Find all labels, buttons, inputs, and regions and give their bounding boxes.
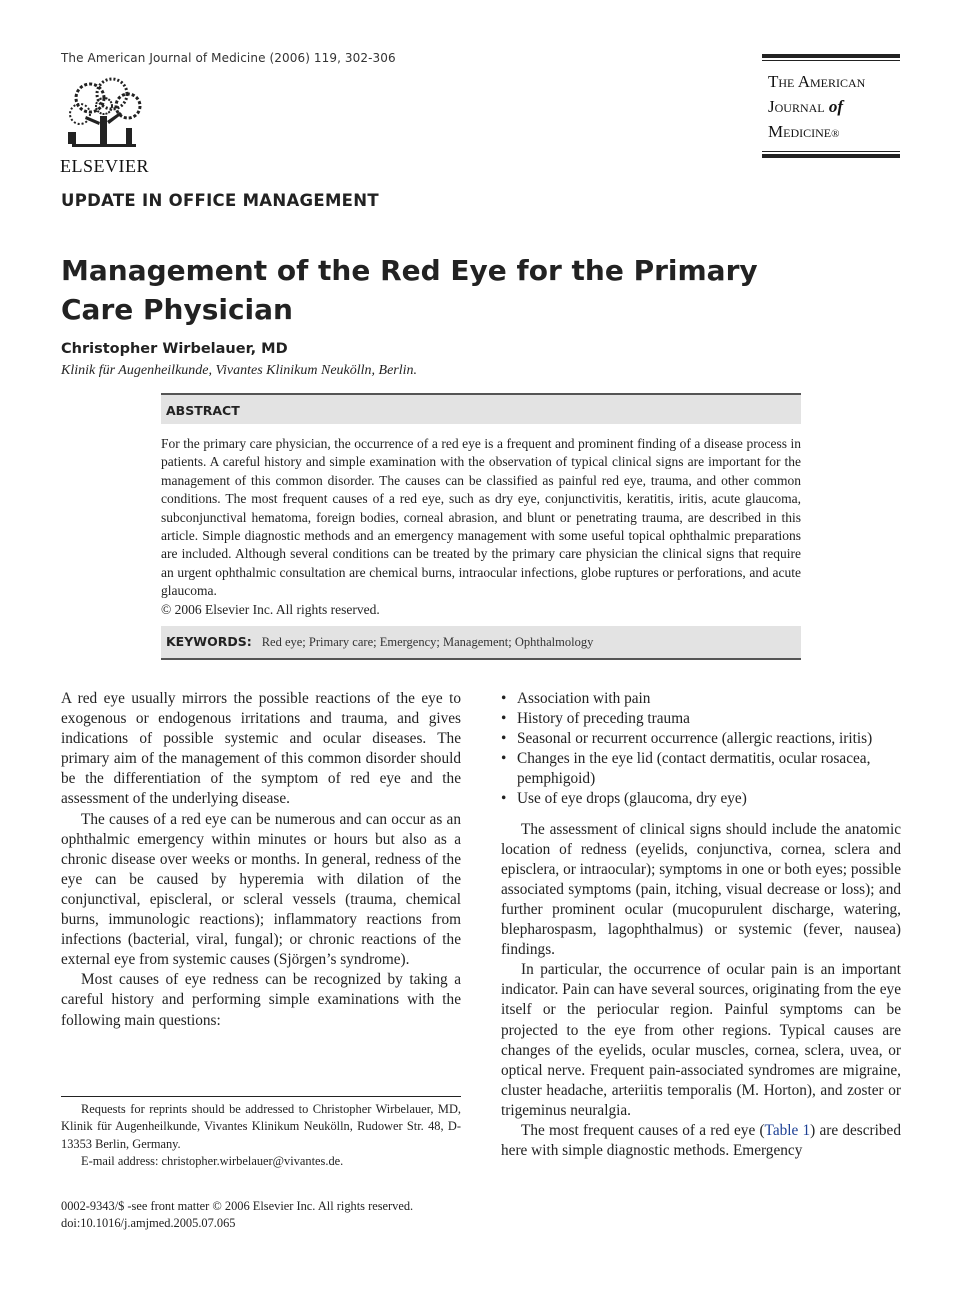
list-item <box>501 709 901 729</box>
abstract-body <box>161 435 801 601</box>
journal-name-line2-a: Journal <box>768 97 829 116</box>
abstract-copyright: © 2006 Elsevier Inc. All rights reserved. <box>161 601 380 617</box>
footnote-email: E-mail address: christopher.wirbelauer@vivantes.de. <box>81 1154 344 1169</box>
list-item-text: Seasonal or recurrent occurrence (allergic reactions, iritis) <box>517 730 873 748</box>
journal-name-line2 <box>768 94 900 119</box>
abstract-box <box>161 393 801 660</box>
body-right-column <box>501 689 901 1161</box>
keywords-box <box>161 626 801 660</box>
registered-mark: ® <box>831 128 840 140</box>
journal-name <box>762 61 900 149</box>
list-item <box>501 789 901 809</box>
journal-name-line2-b: of <box>828 97 844 116</box>
elsevier-tree-icon <box>60 76 152 154</box>
journal-name-line1: The American <box>768 72 866 91</box>
front-matter-info <box>61 1198 413 1233</box>
question-list <box>501 689 901 810</box>
text-segment: The most frequent causes of a red eye ( <box>521 1121 765 1139</box>
journal-citation: The American Journal of Medicine (2006) 119, 302-306 <box>61 51 396 65</box>
body-paragraph: The assessment of clinical signs should include the anatomic location of redness (eyelids, conjunctiva, cornea, sclera and episclera, or intraocular); symptoms in one or both eyes; possible associated symptoms (pain, itching, visual decrease or loss); and further prominent ocular (mucopurulent discharge, watering, blepharospasm, lagophthalmus) or systemic (fever, nausea) findings. <box>501 820 901 959</box>
footnote-reprints: Requests for reprints should be addressed to Christopher Wirbelauer, MD, Klinik für Augenheilkunde, Vivantes Klinikum Neukölln, Rudower Str. 48, D-13353 Berlin, Germany. <box>61 1102 461 1151</box>
masthead-top-rule <box>762 54 900 58</box>
abstract-text: For the primary care physician, the occurrence of a red eye is a frequent and prominent finding of a disease process in patients. A careful history and simple examination with the observation of typical clinical signs are important for the management of this common disorder. The causes can be classified as painful red eye, trauma, and other common conditions. The most frequent causes of a red eye, such as dry eye, conjunctivitis, keratitis, iritis, acute glaucoma, subconjunctival hematoma, foreign bodies, corneal abrasion, and blunt or penetrating trauma, are described in this article. Simple diagnostic methods and an emergency management with some useful topical ophthalmic preparations are included. Although several conditions can be treated by the primary care physician the clinical signs that require an urgent ophthalmic consultation are chemical burns, intraocular infections, globe ruptures or perforations, and acute glaucoma. <box>161 436 801 599</box>
abstract-heading: ABSTRACT <box>161 393 801 424</box>
table-1-link[interactable]: Table 1 <box>764 1121 811 1139</box>
article-title: Management of the Red Eye for the Primary Care Physician <box>61 254 758 326</box>
journal-masthead <box>762 54 900 158</box>
text-segment: ) are described here with simple diagnostic methods. Emergency <box>501 1121 901 1160</box>
bullet-icon: • <box>501 710 507 728</box>
right-paragraphs <box>501 820 901 1162</box>
list-item-text: Association with pain <box>517 690 651 707</box>
author-name: Christopher Wirbelauer, MD <box>61 341 288 357</box>
list-item-text: Changes in the eye lid (contact dermatitis, ocular rosacea, pemphigoid) <box>517 750 871 788</box>
list-item-text: History of preceding trauma <box>517 710 690 728</box>
footnote <box>61 1101 461 1171</box>
journal-name-line3: Medicine <box>768 122 832 141</box>
elsevier-wordmark: ELSEVIER <box>60 156 149 176</box>
list-item <box>501 749 901 789</box>
body-paragraph-last <box>501 1121 901 1161</box>
elsevier-logo <box>60 76 152 177</box>
body-left-column <box>61 689 461 1031</box>
masthead-bottom-thin-rule <box>762 151 900 152</box>
bullet-icon: • <box>501 790 507 808</box>
list-item <box>501 689 901 709</box>
body-paragraph: Most causes of eye redness can be recognized by taking a careful history and performing simple examinations with the following main questions: <box>61 971 461 1029</box>
bullet-icon: • <box>501 750 507 768</box>
bullet-icon: • <box>501 730 507 748</box>
section-label: UPDATE IN OFFICE MANAGEMENT <box>61 191 379 210</box>
list-item <box>501 729 901 749</box>
body-paragraph: In particular, the occurrence of ocular pain is an important indicator. Pain can have several sources, originating from the eye itself or the periocular region. Painful symptoms can be projected to the eye from other regions. Typical causes are changes of the eyelids, ocular muscles, cornea, sclera, uvea, or optical nerve. Frequent pain-associated syndromes are migraine, cluster headache, arteriitis temporalis (M. Horton), and zoster or trigeminus neuralgia. <box>501 961 901 1119</box>
journal-name-line3-wrap <box>768 119 900 147</box>
list-item-text: Use of eye drops (glaucoma, dry eye) <box>517 790 747 808</box>
masthead-bottom-rule <box>762 154 900 158</box>
body-paragraph: The causes of a red eye can be numerous and can occur as an ophthalmic emergency within minutes or hours but also as a chronic disease over weeks or months. In general, redness of the eye can be caused by hyperemia with dilation of the conjunctival, episcleral, or scleral vessels (trauma, chemical burns, immunologic reactions); inflammatory reactions from infections (bacterial, viral, fungal); or chronic reactions of the external eye from systemic causes (Sjörgen’s syndrome). <box>61 810 461 969</box>
issn-line: 0002-9343/$ -see front matter © 2006 Elsevier Inc. All rights reserved. <box>61 1199 414 1213</box>
doi-line[interactable]: doi:10.1016/j.amjmed.2005.07.065 <box>61 1216 236 1231</box>
keywords-label: KEYWORDS: <box>166 634 252 650</box>
footnote-rule <box>61 1096 461 1097</box>
body-paragraph: A red eye usually mirrors the possible reactions of the eye to exogenous or endogenous irritations and trauma, and gives indications of possible systemic and ocular diseases. The primary aim of the management of this common disorder should be the differentiation of the symptom of red eye and the assessment of the underlying disease. <box>61 690 461 808</box>
keywords-list: Red eye; Primary care; Emergency; Management; Ophthalmology <box>261 635 594 650</box>
bullet-icon: • <box>501 690 507 707</box>
author-affiliation: Klinik für Augenheilkunde, Vivantes Klinikum Neukölln, Berlin. <box>61 363 418 378</box>
